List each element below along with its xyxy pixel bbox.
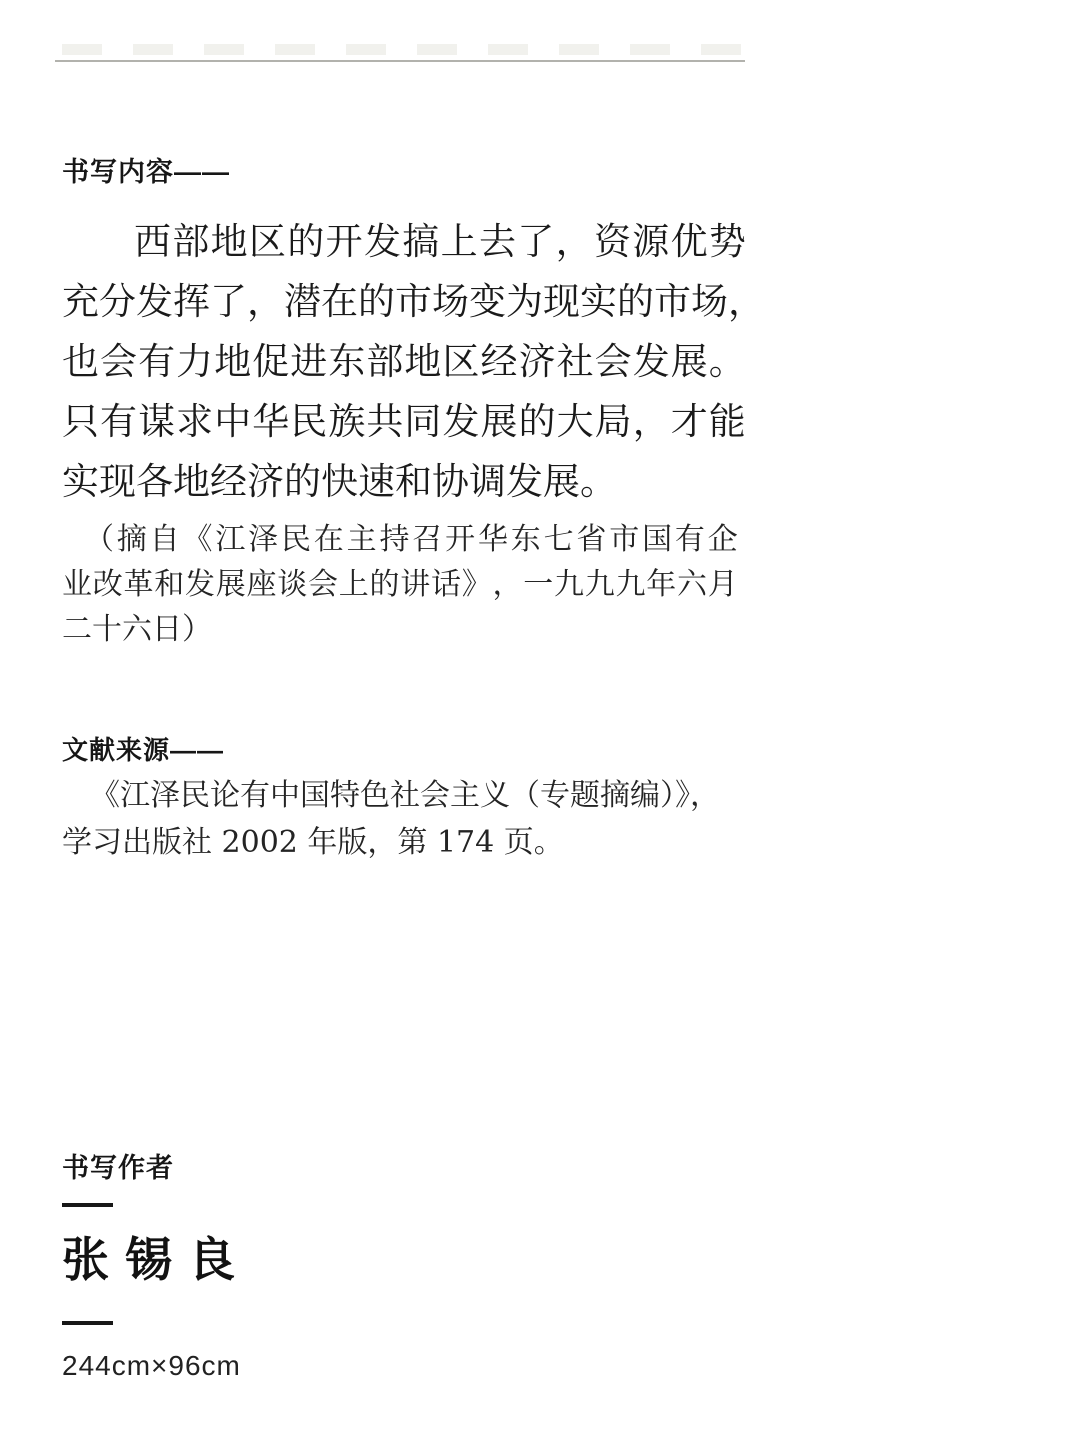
content-section-heading: 书写内容—— (62, 157, 230, 187)
top-divider-line (55, 60, 745, 62)
source-section-heading: 文献来源—— (62, 735, 225, 765)
attribution-line: 业 改 革 和 发 展 座 谈 会 上 的 讲 话 》 ， 一 九 九 九 年 六 月 (62, 567, 738, 602)
quote-line: 只 有 谋 求 中 华 民 族 共 同 发 展 的 大 局 ， 才 能 (62, 402, 746, 443)
attribution-line: 二十六日） (62, 612, 212, 647)
citation-line: 学习出版社 2002 年版，第 174 页。 (62, 825, 564, 860)
citation-line: 《江泽民论有中国特色社会主义（专题摘编）》， (90, 778, 720, 813)
author-name: 张锡良 (62, 1235, 251, 1287)
source-citation (62, 772, 742, 866)
artwork-dimensions: 244cm×96cm (62, 1350, 241, 1381)
author-section-heading: 书写作者 (62, 1153, 174, 1183)
quote-attribution (62, 517, 738, 652)
quote-line: 充 分 发 挥 了 ， 潜 在 的 市 场 变 为 现 实 的 市 场 ， (62, 282, 765, 323)
quote-line: 西 部 地 区 的 开 发 搞 上 去 了 ， 资 源 优 势 (134, 222, 746, 263)
cropped-text-ghost (62, 44, 746, 55)
quote-line: 也 会 有 力 地 促 进 东 部 地 区 经 济 社 会 发 展 。 (62, 342, 746, 383)
quote-line: 实现各地经济的快速和协调发展。 (62, 462, 617, 503)
attribution-line: （ 摘 自 《 江 泽 民 在 主 持 召 开 华 东 七 省 市 国 有 企 (84, 522, 738, 557)
rule-above-author-name (62, 1203, 113, 1207)
rule-below-author-name (62, 1321, 113, 1325)
quote-paragraph (62, 213, 765, 513)
